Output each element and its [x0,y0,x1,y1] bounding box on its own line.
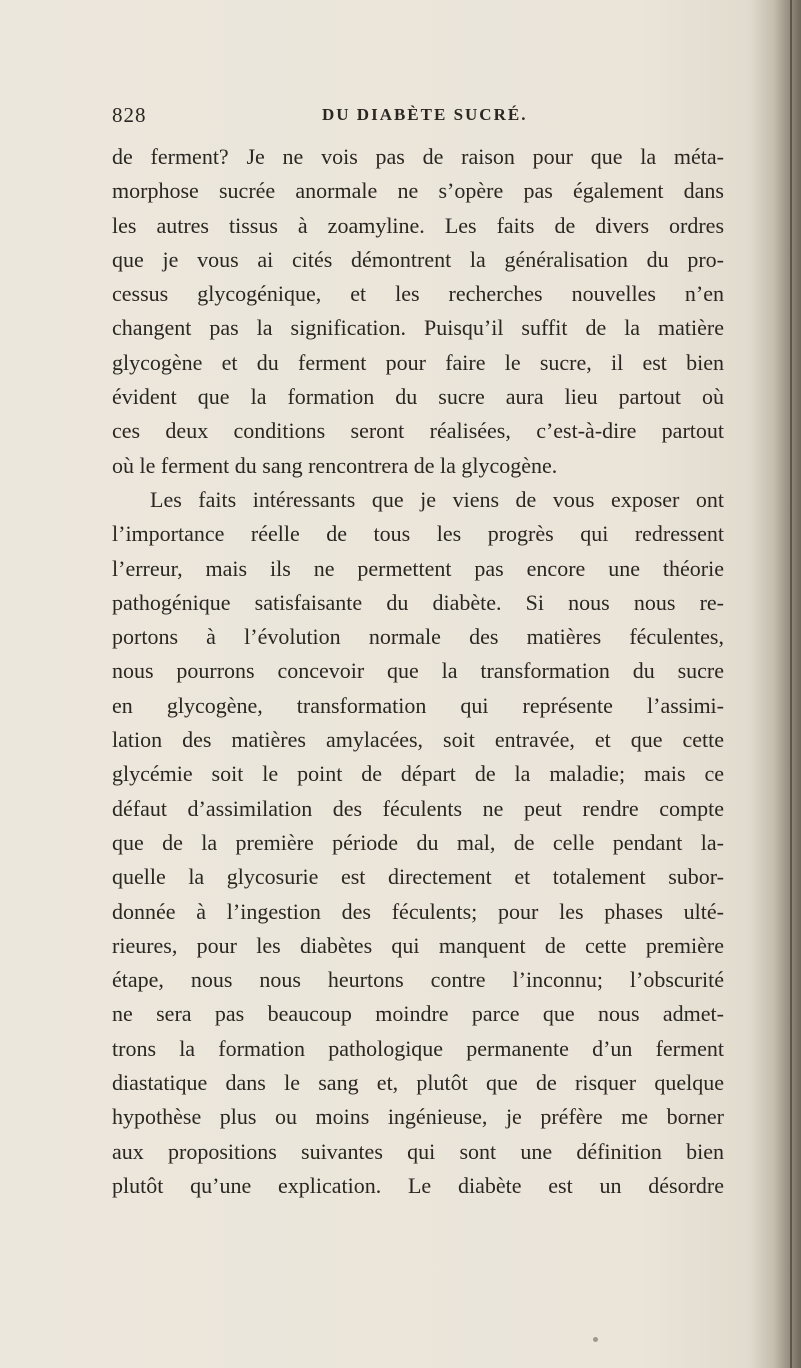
body-text [112,140,724,1203]
text-line: évident que la formation du sucre aura lieu partout où [112,384,724,410]
text-line: nous pourrons concevoir que la transformation du sucre [112,658,724,684]
text-line: défaut d’assimilation des féculents ne peut rendre compte [112,795,724,821]
text-line: aux propositions suivantes qui sont une définition bien [112,1138,724,1164]
text-line: donnée à l’ingestion des féculents; pour les phases ulté- [112,898,724,924]
running-title: DU DIABÈTE SUCRÉ. [322,105,528,124]
page-edge-line [790,0,792,1368]
text-line: que de la première période du mal, de celle pendant la- [112,829,724,855]
text-line: lation des matières amylacées, soit entravée, et que cette [112,727,724,753]
binding-gutter [751,0,801,1368]
text-line: morphose sucrée anormale ne s’opère pas également dans [112,178,724,204]
text-line: pathogénique satisfaisante du diabète. Si nous nous re- [112,589,724,615]
text-line: ces deux conditions seront réalisées, c’est-à-dire partout [112,418,724,444]
text-line: de ferment? Je ne vois pas de raison pour que la méta- [112,144,724,169]
text-line: changent pas la signification. Puisqu’il suffit de la matière [112,315,724,341]
text-line: cessus glycogénique, et les recherches nouvelles n’en [112,281,724,307]
text-line: hypothèse plus ou moins ingénieuse, je préfère me borner [112,1104,724,1130]
paragraph-start-line: Les faits intéressants que je viens de vous exposer ont [150,486,724,512]
text-line: ne sera pas beaucoup moindre parce que nous admet- [112,1001,724,1027]
page-number: 828 [112,103,147,127]
text-line: l’importance réelle de tous les progrès qui redressent [112,521,724,547]
text-line: en glycogène, transformation qui représente l’assimi- [112,692,724,718]
text-line: rieures, pour les diabètes qui manquent de cette première [112,932,724,958]
text-line: que je vous ai cités démontrent la généralisation du pro- [112,246,724,272]
text-line: diastatique dans le sang et, plutôt que de risquer quelque [112,1070,724,1096]
text-line: plutôt qu’une explication. Le diabète est un désordre [112,1172,724,1198]
text-line: glycémie soit le point de départ de la maladie; mais ce [112,761,724,787]
text-line: étape, nous nous heurtons contre l’inconnu; l’obscurité [112,967,724,993]
text-line: portons à l’évolution normale des matières féculentes, [112,624,724,650]
text-line: quelle la glycosurie est directement et totalement subor- [112,864,724,890]
text-line: l’erreur, mais ils ne permettent pas encore une théorie [112,555,724,581]
text-line: trons la formation pathologique permanente d’un ferment [112,1035,724,1061]
ink-speck [593,1337,598,1342]
text-line: les autres tissus à zoamyline. Les faits de divers ordres [112,212,724,238]
text-line: glycogène et du ferment pour faire le sucre, il est bien [112,349,724,375]
paragraph-end-line: où le ferment du sang rencontrera de la glycogène. [112,452,558,478]
running-head [112,103,724,133]
